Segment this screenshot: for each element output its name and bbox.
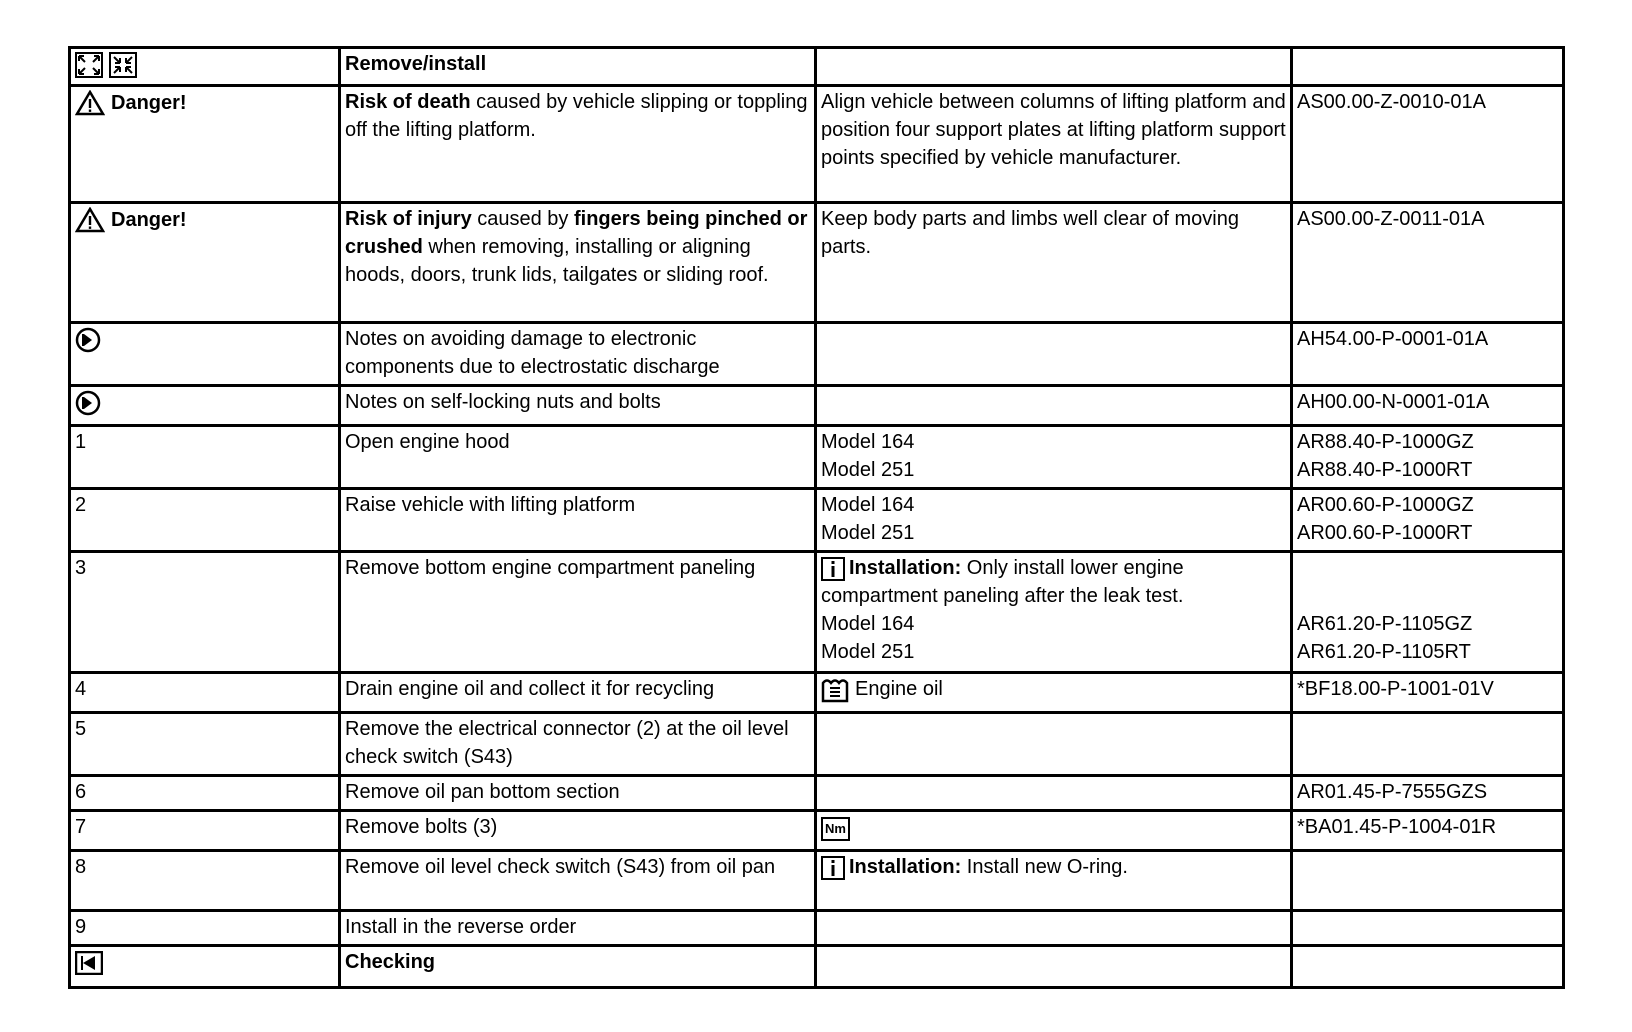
doc-reference[interactable]: AR00.60-P-1000GZ [1297,494,1474,516]
risk-description: Risk of death caused by vehicle slipping or toppling off the lifting platform. [340,86,816,203]
doc-reference[interactable]: AR61.20-P-1105GZ [1297,613,1473,635]
step-text: Install in the reverse order [340,911,816,946]
model-label: Model 251 [821,641,915,663]
warning-triangle-icon [75,90,105,116]
doc-reference[interactable]: *BF18.00-P-1001-01V [1292,673,1564,713]
header-row [70,48,1564,86]
doc-reference[interactable]: AR88.40-P-1000RT [1297,459,1473,481]
doc-reference[interactable]: AR00.60-P-1000RT [1297,522,1473,544]
info-icon [821,557,845,581]
assemble-icon [75,52,103,78]
spec-label: Engine oil [855,678,943,700]
model-label: Model 164 [821,494,915,516]
step-number: 2 [70,489,340,552]
model-label: Model 164 [821,613,915,635]
installation-note: Installation: Install new O-ring. [821,856,1128,878]
step-row [70,489,1564,552]
step-text: Remove bottom engine compartment paneling [340,552,816,673]
note-text: Notes on self-locking nuts and bolts [340,386,816,426]
model-label: Model 164 [821,431,915,453]
step-text: Drain engine oil and collect it for recycling [340,673,816,713]
step-row [70,851,1564,911]
step-number: 3 [70,552,340,673]
step-text: Remove oil pan bottom section [340,776,816,811]
operating-fluid-icon [821,677,849,703]
step-row [70,426,1564,489]
doc-reference[interactable]: AH54.00-P-0001-01A [1292,323,1564,386]
step-text: Open engine hood [340,426,816,489]
note-row [70,323,1564,386]
header-icons-cell [70,48,340,86]
step-number: 4 [70,673,340,713]
doc-reference[interactable]: AR01.45-P-7555GZS [1292,776,1564,811]
danger-label: Danger! [111,91,187,114]
installation-note: Installation: Only install lower engine compartment paneling after the leak test. [821,557,1184,607]
risk-description: Risk of injury caused by fingers being pinched or crushed when removing, installing or aligning hoods, doors, trunk lids, tailgates or sliding roof. [340,203,816,323]
step-row [70,713,1564,776]
step-row [70,776,1564,811]
step-row [70,911,1564,946]
disassemble-icon [109,52,137,78]
torque-icon: Nm [821,817,850,841]
footer-label: Checking [340,946,816,988]
step-text: Remove bolts (3) [340,811,816,851]
model-label: Model 251 [821,522,915,544]
protective-measure: Align vehicle between columns of lifting platform and position four support plates at lifting platform support points specified by vehicle manufacturer. [816,86,1292,203]
protective-measure: Keep body parts and limbs well clear of moving parts. [816,203,1292,323]
doc-reference[interactable]: *BA01.45-P-1004-01R [1292,811,1564,851]
procedure-table [68,46,1565,989]
note-row [70,386,1564,426]
doc-reference[interactable]: AS00.00-Z-0010-01A [1292,86,1564,203]
step-row [70,552,1564,673]
checking-icon [75,951,103,975]
step-number: 5 [70,713,340,776]
doc-reference[interactable]: AH00.00-N-0001-01A [1292,386,1564,426]
doc-reference[interactable]: AR88.40-P-1000GZ [1297,431,1474,453]
step-number: 9 [70,911,340,946]
warning-triangle-icon [75,207,105,233]
model-label: Model 251 [821,459,915,481]
step-text: Raise vehicle with lifting platform [340,489,816,552]
step-number: 6 [70,776,340,811]
info-icon [821,856,845,880]
step-text: Remove the electrical connector (2) at the oil level check switch (S43) [340,713,816,776]
step-number: 7 [70,811,340,851]
step-row [70,673,1564,713]
doc-reference[interactable]: AR61.20-P-1105RT [1297,641,1471,663]
danger-row [70,203,1564,323]
step-row [70,811,1564,851]
danger-label: Danger! [111,208,187,231]
note-text: Notes on avoiding damage to electronic components due to electrostatic discharge [340,323,816,386]
doc-reference[interactable]: AS00.00-Z-0011-01A [1292,203,1564,323]
header-label: Remove/install [340,48,816,86]
note-circle-icon [75,327,101,353]
note-circle-icon [75,390,101,416]
step-number: 8 [70,851,340,911]
step-text: Remove oil level check switch (S43) from oil pan [340,851,816,911]
step-number: 1 [70,426,340,489]
footer-row [70,946,1564,988]
danger-row [70,86,1564,203]
